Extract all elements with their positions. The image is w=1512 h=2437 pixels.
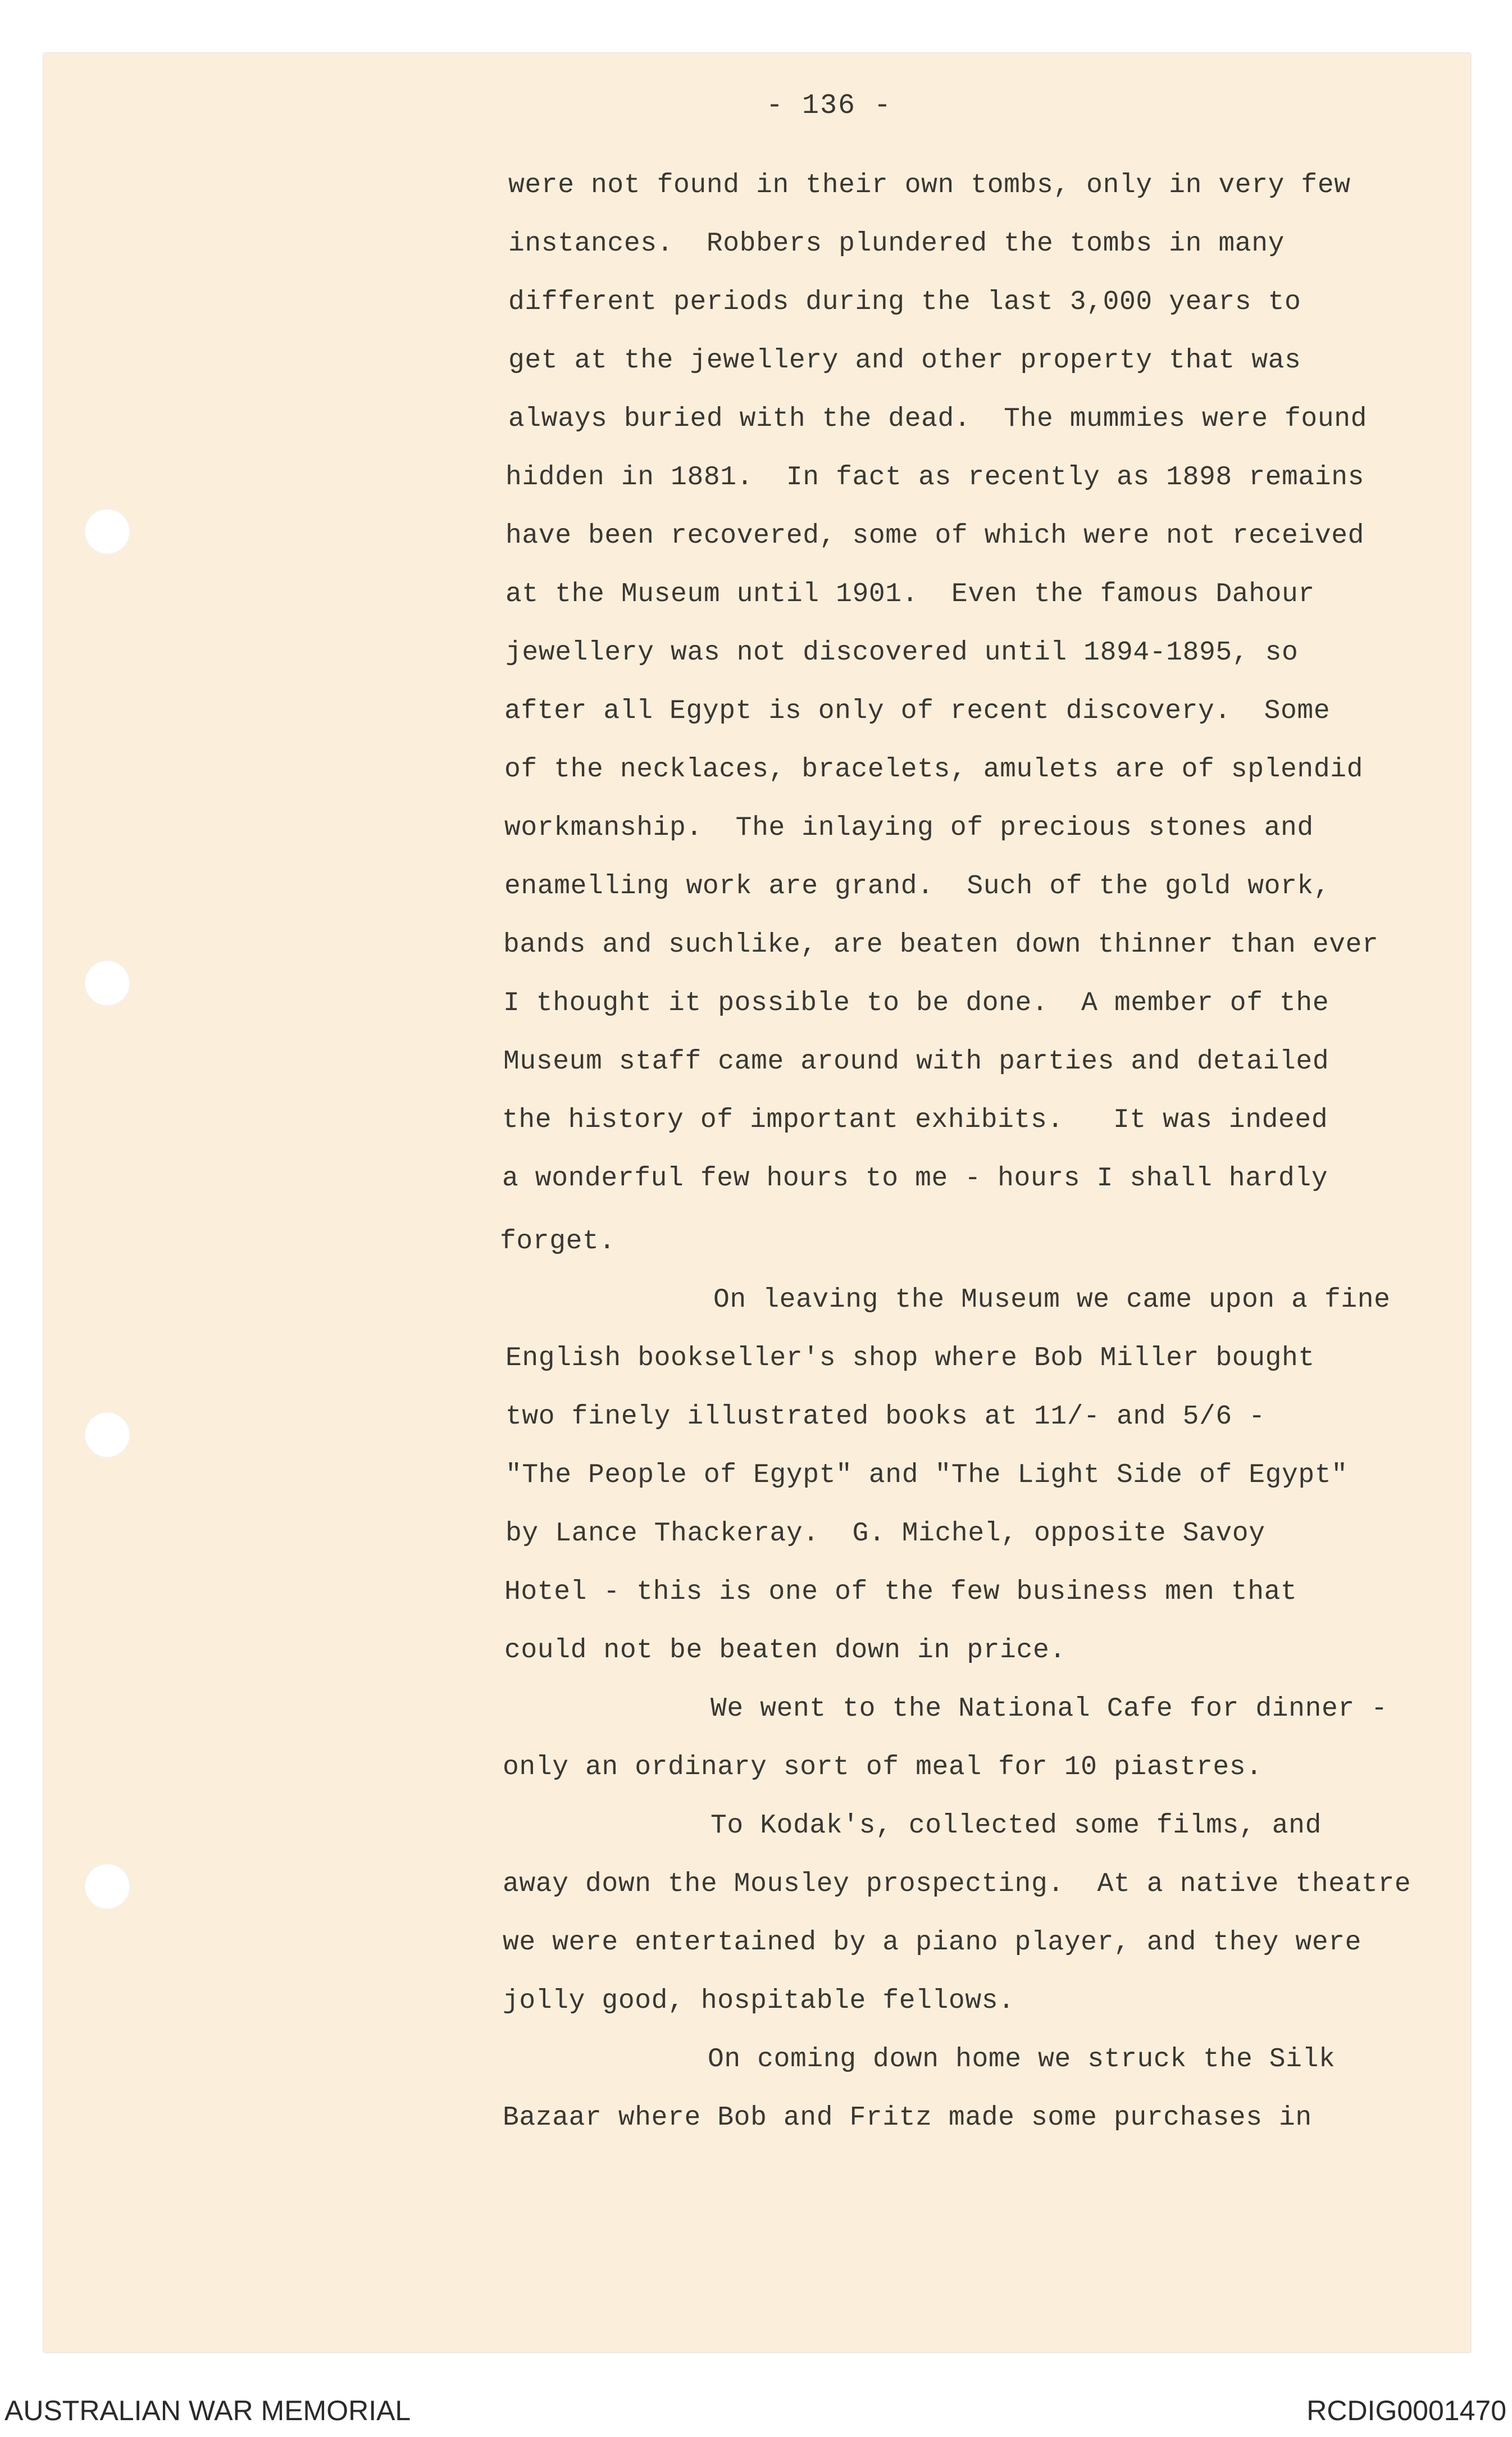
text-line: two finely illustrated books at 11/- and 5/6 -: [505, 1402, 1265, 1432]
text-line: jewellery was not discovered until 1894-1895, so: [505, 638, 1299, 668]
page-number: - 136 -: [766, 90, 892, 122]
text-line: workmanship. The inlaying of precious stones and: [504, 813, 1314, 843]
text-line: we were entertained by a piano player, and they were: [503, 1927, 1362, 1958]
text-line: get at the jewellery and other property that was: [508, 345, 1301, 376]
punch-hole: [84, 1863, 130, 1909]
text-line: always buried with the dead. The mummies were found: [508, 404, 1368, 434]
text-line: away down the Mousley prospecting. At a native theatre: [503, 1869, 1411, 1899]
text-line: the history of important exhibits. It was indeed: [502, 1105, 1328, 1135]
text-line: enamelling work are grand. Such of the gold work,: [504, 871, 1331, 902]
footer-archive-name: AUSTRALIAN WAR MEMORIAL: [4, 2395, 411, 2426]
text-line: jolly good, hospitable fellows.: [503, 1986, 1015, 2016]
punch-hole: [84, 960, 130, 1006]
text-line: instances. Robbers plundered the tombs in many: [508, 229, 1285, 259]
text-line: hidden in 1881. In fact as recently as 1898 remains: [505, 462, 1365, 493]
text-line: We went to the National Cafe for dinner -: [711, 1694, 1388, 1724]
text-line: "The People of Egypt" and "The Light Side of Egypt": [505, 1460, 1348, 1490]
text-line: To Kodak's, collected some films, and: [711, 1811, 1322, 1841]
text-line: after all Egypt is only of recent discovery. Some: [504, 696, 1331, 726]
text-line: On leaving the Museum we came upon a fine: [713, 1285, 1391, 1315]
text-line: Bazaar where Bob and Fritz made some purchases in: [503, 2103, 1312, 2133]
text-line: of the necklaces, bracelets, amulets are of splendid: [504, 754, 1364, 785]
text-line: forget.: [500, 1226, 616, 1257]
text-line: at the Museum until 1901. Even the famous Dahour: [505, 579, 1315, 610]
text-line: On coming down home we struck the Silk: [708, 2044, 1336, 2075]
punch-hole: [84, 508, 130, 554]
text-line: were not found in their own tombs, only in very few: [508, 170, 1351, 201]
text-line: I thought it possible to be done. A member of the: [503, 988, 1329, 1019]
text-line: a wonderful few hours to me - hours I shall hardly: [502, 1163, 1328, 1194]
punch-hole: [84, 1412, 130, 1458]
text-line: only an ordinary sort of meal for 10 piastres.: [503, 1752, 1263, 1783]
text-line: bands and suchlike, are beaten down thinner than ever: [503, 930, 1379, 960]
text-line: Hotel - this is one of the few business men that: [504, 1577, 1297, 1607]
text-line: by Lance Thackeray. G. Michel, opposite Savoy: [505, 1518, 1265, 1549]
text-line: different periods during the last 3,000 years to: [508, 287, 1301, 317]
text-line: Museum staff came around with parties and detailed: [503, 1047, 1329, 1077]
text-line: English bookseller's shop where Bob Miller bought: [505, 1343, 1315, 1374]
footer-record-id: RCDIG0001470: [1306, 2395, 1506, 2426]
text-line: could not be beaten down in price.: [504, 1635, 1066, 1666]
text-line: have been recovered, some of which were not received: [505, 521, 1365, 551]
